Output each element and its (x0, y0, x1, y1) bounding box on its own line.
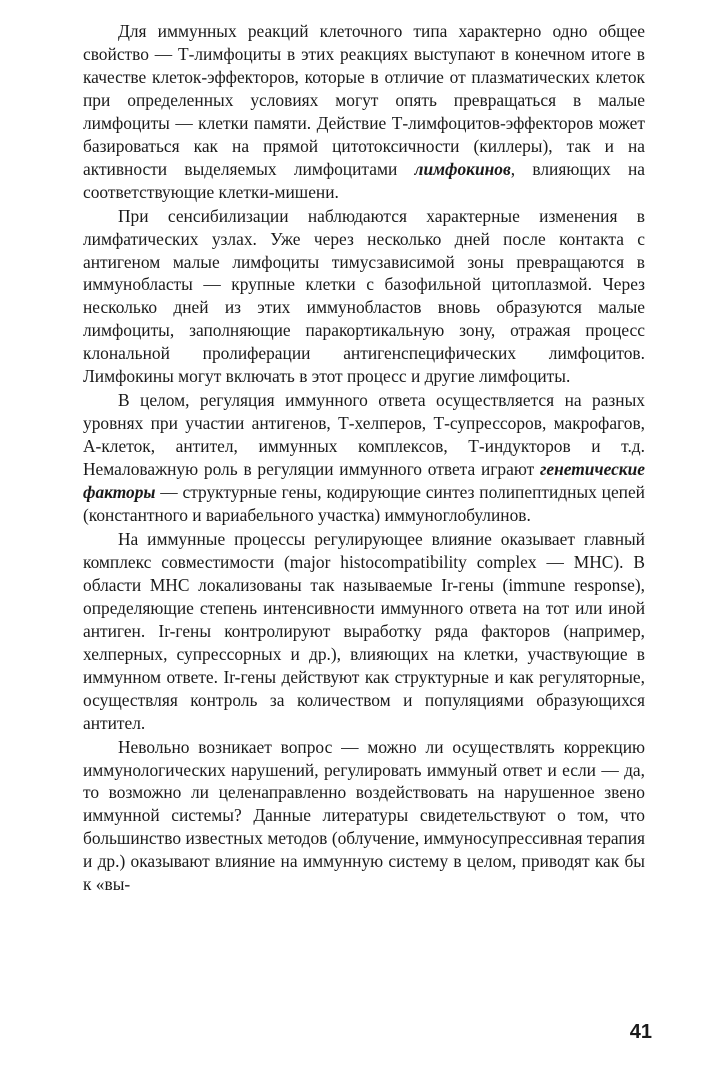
term-lymphokines: лимфокинов (414, 158, 511, 179)
paragraph-1-text-b: , влияющих на соответствующие клетки-мишени. (83, 158, 645, 202)
paragraph-1 (83, 20, 645, 204)
page-number: 41 (629, 1021, 652, 1043)
page-body (83, 20, 645, 896)
paragraph-2: При сенсибилизации наблюдаются характерные изменения в лимфатических узлах. Уже через несколько дней после контакта с антигеном малые лимфоциты тимусзависимой зоны превращаются в иммунобласты — крупные клетки с базофильной цитоплазмой. Через несколько дней из этих иммунобластов вновь образуются малые лимфоциты, заполняющие паракортикальную зону, отражая процесс клональной пролиферации антигенспецифических лимфоцитов. Лимфокины могут включать в этот процесс и другие лимфоциты. (83, 205, 645, 387)
paragraph-5: Невольно возникает вопрос — можно ли осуществлять коррекцию иммунологических нарушений, регулировать иммуный ответ и если — да, то возможно ли целенаправленно воздействовать на нарушенное звено иммунной системы? Данные литературы свидетельствуют о том, что большинство известных методов (облучение, иммуносупрессивная терапия и др.) оказывают влияние на иммунную систему в целом, приводят как бы к «вы- (83, 736, 645, 895)
term-genetic-factors: генетические факторы (83, 459, 645, 503)
paragraph-3-text-a: В целом, регуляция иммунного ответа осуществляется на разных уровнях при участии антигенов, Т-хелперов, Т-супрессоров, макрофагов, А-клеток, антител, иммунных комплексов, Т-индукторов и т.д. Немаловажную роль в регуляции иммунного ответа играют (83, 390, 645, 480)
paragraph-4: На иммунные процессы регулирующее влияние оказывает главный комплекс совместимости (major histocompatibility complex — МНС). В области МНС локализованы так называемые Ir-гены (immune response), определяющие степень интенсивности иммунного ответа на тот или иной антиген. Ir-гены контролируют выработку ряда факторов (например, хелперных, супрессорных и др.), влияющих на клетки, участвующие в иммунном ответе. Ir-гены действуют как структурные и как регуляторные, осуществляя контроль за количеством и популяциями образующихся антител. (83, 528, 645, 733)
paragraph-1-text-a: Для иммунных реакций клеточного типа характерно одно общее свойство — Т-лимфоциты в этих реакциях выступают в конечном итоге в качестве клеток-эффекторов, которые в отличие от плазматических клеток при определенных условиях могут опять превращаться в малые лимфоциты — клетки памяти. Действие Т-лимфоцитов-эффекторов может базироваться как на прямой цитотоксичности (киллеры), так и на активности выделяемых лимфоцитами (83, 21, 645, 179)
paragraph-3-text-b: — структурные гены, кодирующие синтез полипептидных цепей (константного и вариабельного участка) иммуноглобулинов. (83, 482, 645, 526)
paragraph-3 (83, 389, 645, 527)
